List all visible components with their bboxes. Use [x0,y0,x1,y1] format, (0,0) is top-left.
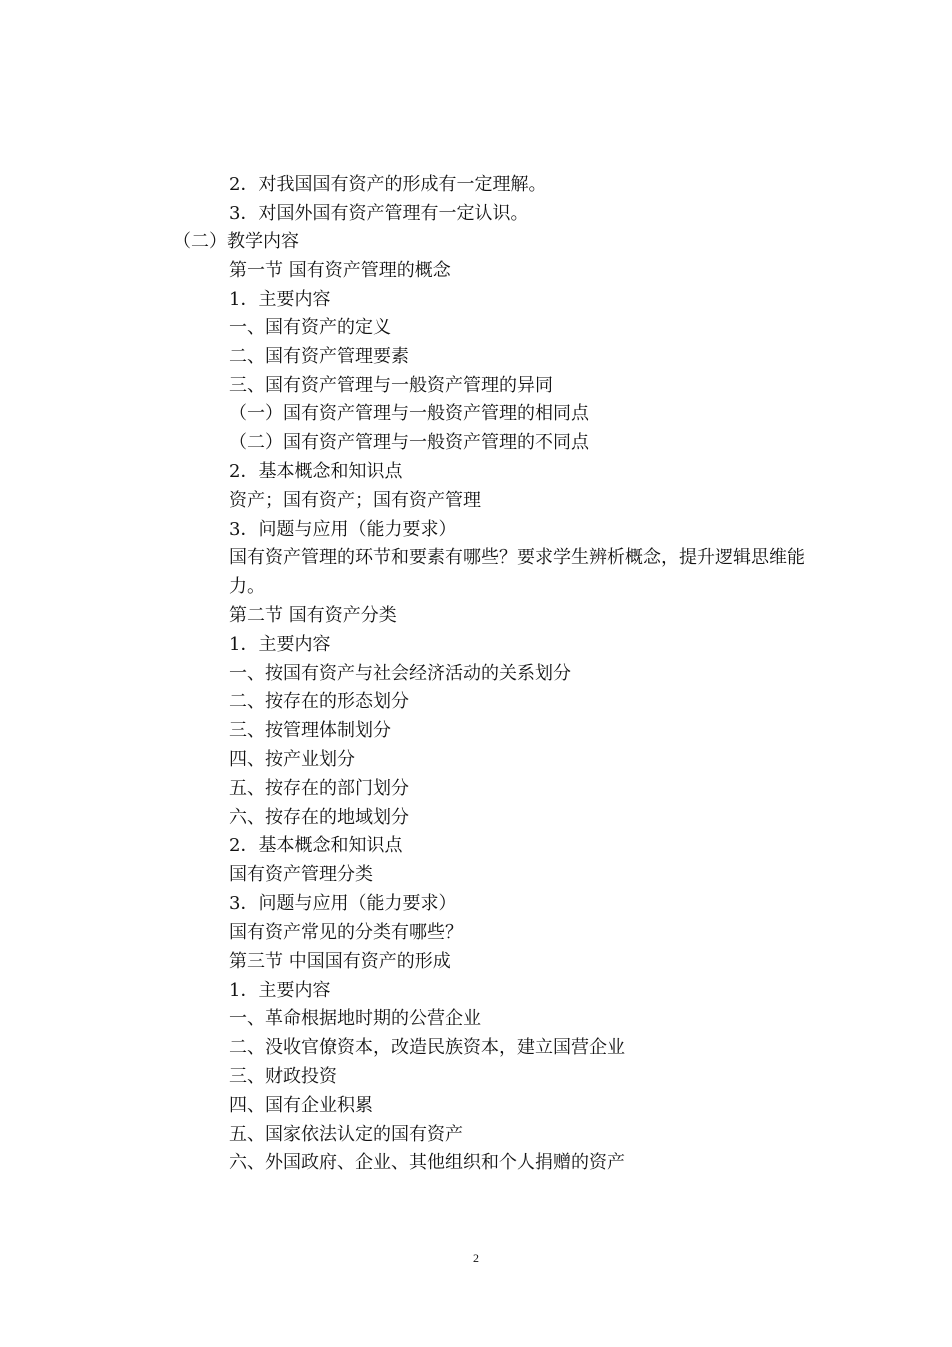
page-number: 2 [473,1251,479,1265]
section2-application: 国有资产常见的分类有哪些？ [229,922,463,943]
section3-item: 二、没收官僚资本，改造民族资本，建立国营企业 [229,1037,625,1058]
section2-title: 第二节 国有资产分类 [229,605,397,626]
section1-concepts-label: 2．基本概念和知识点 [229,461,403,482]
objective-item-3: 3．对国外国有资产管理有一定认识。 [229,203,529,224]
section1-item: 一、国有资产的定义 [229,317,391,338]
section2-item: 五、按存在的部门划分 [229,778,409,799]
section2-concepts: 国有资产管理分类 [229,864,373,885]
section2-item: 四、按产业划分 [229,749,355,770]
section2-item: 一、按国有资产与社会经济活动的关系划分 [229,663,571,684]
section3-title: 第三节 中国国有资产的形成 [229,951,451,972]
section2-application-label: 3．问题与应用（能力要求） [229,893,457,914]
section1-title: 第一节 国有资产管理的概念 [229,260,451,281]
section2-item: 二、按存在的形态划分 [229,691,409,712]
section2-item: 六、按存在的地域划分 [229,807,409,828]
section3-main-content-label: 1．主要内容 [229,980,331,1001]
section2-item: 三、按管理体制划分 [229,720,391,741]
objective-item-2: 2．对我国国有资产的形成有一定理解。 [229,174,547,195]
section1-item: 二、国有资产管理要素 [229,346,409,367]
section1-item: （二）国有资产管理与一般资产管理的不同点 [229,432,589,453]
section3-item: 三、财政投资 [229,1066,337,1087]
section2-concepts-label: 2．基本概念和知识点 [229,835,403,856]
section1-item: （一）国有资产管理与一般资产管理的相同点 [229,403,589,424]
section1-application-line1: 国有资产管理的环节和要素有哪些？要求学生辨析概念，提升逻辑思维能 [229,547,805,568]
section2-main-content-label: 1．主要内容 [229,634,331,655]
section1-application-line2: 力。 [229,576,265,597]
section1-main-content-label: 1．主要内容 [229,289,331,310]
section3-item: 六、外国政府、企业、其他组织和个人捐赠的资产 [229,1152,625,1173]
section3-item: 一、革命根据地时期的公营企业 [229,1008,481,1029]
section3-item: 四、国有企业积累 [229,1095,373,1116]
section1-item: 三、国有资产管理与一般资产管理的异同 [229,375,553,396]
section-heading: （二）教学内容 [173,231,299,252]
section1-concepts: 资产；国有资产；国有资产管理 [229,490,481,511]
section3-item: 五、国家依法认定的国有资产 [229,1124,463,1145]
section1-application-label: 3．问题与应用（能力要求） [229,519,457,540]
